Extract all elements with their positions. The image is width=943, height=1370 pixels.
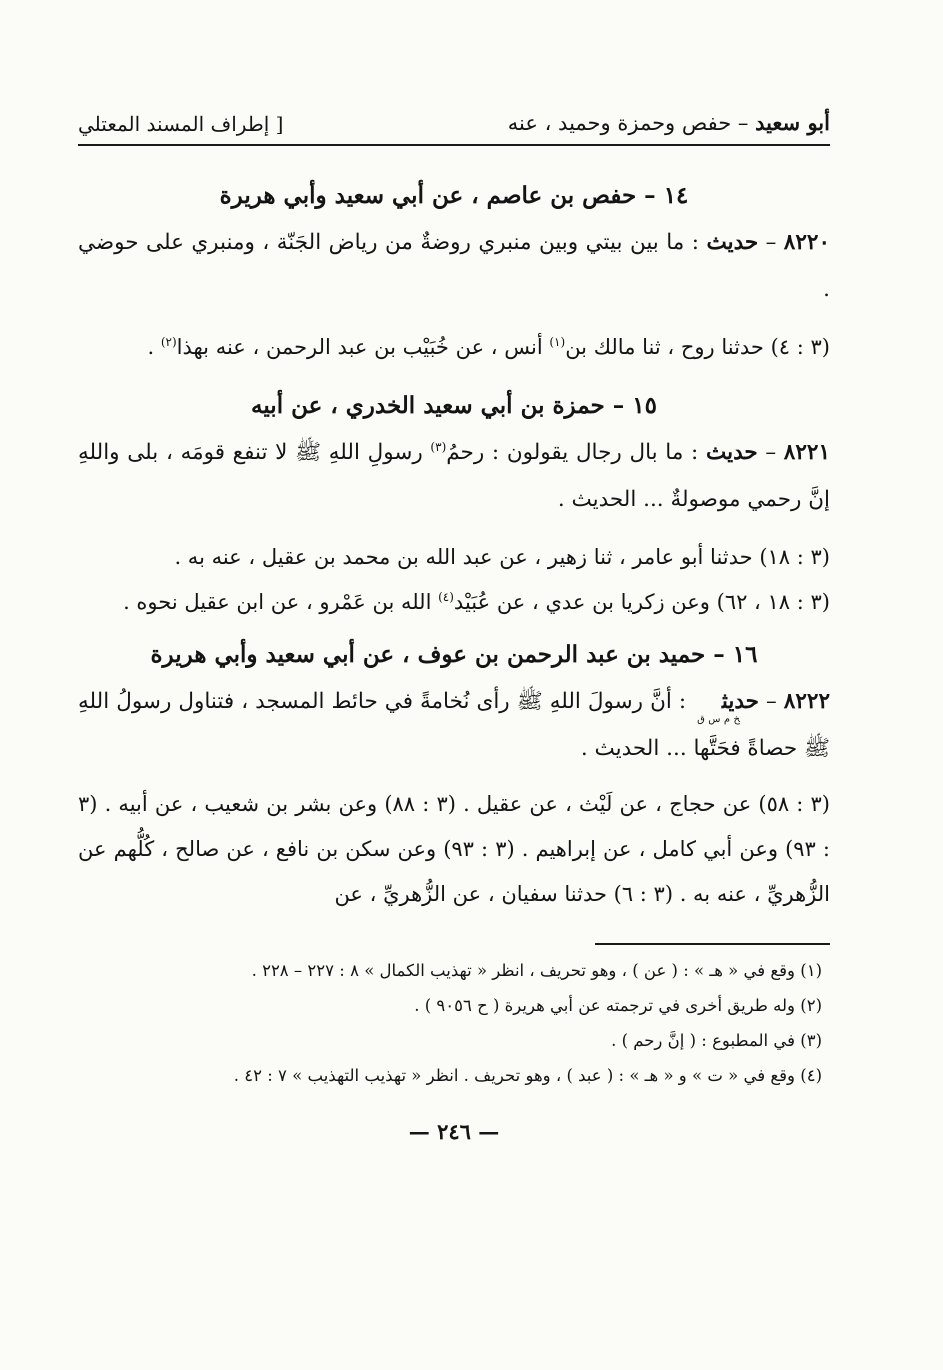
hadith-text: : ما بال رجال يقولون : رحمُ: [446, 440, 706, 465]
hadith-text: رسولِ اللهِ ﷺ لا تنفع قومَه ، بلى واللهِ إنَّ رحمي موصولةٌ ... الحديث .: [78, 440, 830, 512]
hadith-label: حديث: [706, 440, 758, 465]
section-title: ١٤ – حفص بن عاصم ، عن أبي سعيد وأبي هريرة: [219, 182, 689, 209]
footnote-item: (٢) وله طريق أخرى في ترجمته عن أبي هريرة ( ح ٩٠٥٦ ) .: [414, 996, 822, 1015]
source-text: (٣ : ٥٨) عن حجاج ، عن لَيْث ، عن عقيل . (٣ : ٨٨) وعن بشر بن شعيب ، عن أبيه . (٣ : ٩٣) وعن أبي كامل ، عن إبراهيم . (٣ : ٩٣) وعن سكن بن نافع ، عن صالح ، كُلُّهم عن الزُّهريِّ ، عنه به . (٣ : ٦) حدثنا سفيان ، عن الزُّهريِّ ، عن: [78, 792, 830, 906]
hadith-paragraph: ٨٢٢١ – حديث : ما بال رجال يقولون : رحمُ$^{(٣)}$ رسولِ اللهِ ﷺ لا تنفع قومَه ، بلى واللهِ إنَّ رحمي موصولةٌ ... الحديث .: [78, 440, 830, 512]
footnote-ref[interactable]: (٣): [430, 440, 447, 454]
hadith-paragraph: ٨٢٢٠ – حديث : ما بين بيتي وبين منبري روضةٌ من رياض الجَنّة ، ومنبري على حوضي .: [78, 230, 830, 302]
footnote-divider: [595, 943, 830, 945]
hadith-number: ٨٢٢٠: [783, 230, 830, 255]
footnote-ref[interactable]: (٢): [160, 335, 177, 349]
source-paragraph: [78, 535, 830, 580]
section-title: ١٦ – حميد بن عبد الرحمن بن عوف ، عن أبي سعيد وأبي هريرة: [150, 641, 758, 668]
hadith-text: : أنَّ رسولَ اللهِ ﷺ رأى نُخامةً في حائط المسجد ، فتناول رسولُ اللهِ ﷺ حصاةً فحَتَّها ... الحديث .: [78, 689, 830, 761]
footnote-item: (٣) في المطبوع : ( إنَّ رحم ) .: [611, 1031, 822, 1050]
running-header: [78, 100, 830, 146]
source-text: (٣ : ١٨) حدثنا أبو عامر ، ثنا زهير ، عن عبد الله بن محمد بن عقيل ، عنه به .: [174, 545, 830, 569]
sigla-marks: خ م س ق: [697, 714, 740, 725]
footnote-ref[interactable]: (١): [549, 335, 566, 349]
footnote-ref[interactable]: (٤): [438, 590, 454, 604]
section-title: ١٥ – حمزة بن أبي سعيد الخدري ، عن أبيه: [251, 392, 657, 419]
source-paragraph: [78, 782, 830, 917]
hadith-label: حديث: [706, 230, 759, 255]
header-book-title: [ إطراف المسند المعتلي: [78, 112, 284, 136]
header-topic: [508, 110, 830, 135]
hadith-text: : ما بين بيتي وبين منبري روضةٌ من رياض الجَنّة ، ومنبري على حوضي .: [78, 230, 830, 302]
source-paragraph: [78, 580, 830, 625]
source-text: .: [147, 335, 161, 359]
book-page: [78, 100, 830, 1144]
hadith-number: ٨٢٢١: [783, 440, 830, 465]
page-number: — ٢٤٦ —: [408, 1119, 500, 1144]
hadith-number: ٨٢٢٢: [783, 689, 830, 714]
header-topic-rest: – حفص وحمزة وحميد ، عنه: [507, 111, 756, 135]
hadith-label: حديث: [721, 689, 759, 714]
source-paragraph: [78, 325, 830, 370]
source-text: الله بن عَمْرو ، عن ابن عقيل نحوه .: [123, 590, 439, 614]
source-text: أنس ، عن خُبَيْب بن عبد الرحمن ، عنه بهذا: [176, 335, 550, 359]
header-topic-bold: أبو سعيد: [755, 110, 830, 135]
hadith-paragraph: ٨٢٢٢ – حديث$_{خ م س ق}$ : أنَّ رسولَ اللهِ ﷺ رأى نُخامةً في حائط المسجد ، فتناول رسولُ اللهِ ﷺ حصاةً فحَتَّها ... الحديث .: [78, 689, 830, 761]
footnote-item: (١) وقع في « هـ » : ( عن ) ، وهو تحريف ، انظر « تهذيب الكمال » ٨ : ٢٢٧ – ٢٢٨ .: [251, 961, 822, 980]
source-text: (٣ : ١٨ ، ٦٢) وعن زكريا بن عدي ، عن عُبَيْد: [453, 590, 830, 614]
footnotes: [78, 953, 830, 1093]
source-text: (٣ : ٤) حدثنا روح ، ثنا مالك بن: [565, 335, 830, 359]
footnote-item: (٤) وقع في « ت » و « هـ » : ( عبد ) ، وهو تحريف . انظر « تهذيب التهذيب » ٧ : ٤٢ .: [233, 1066, 822, 1085]
